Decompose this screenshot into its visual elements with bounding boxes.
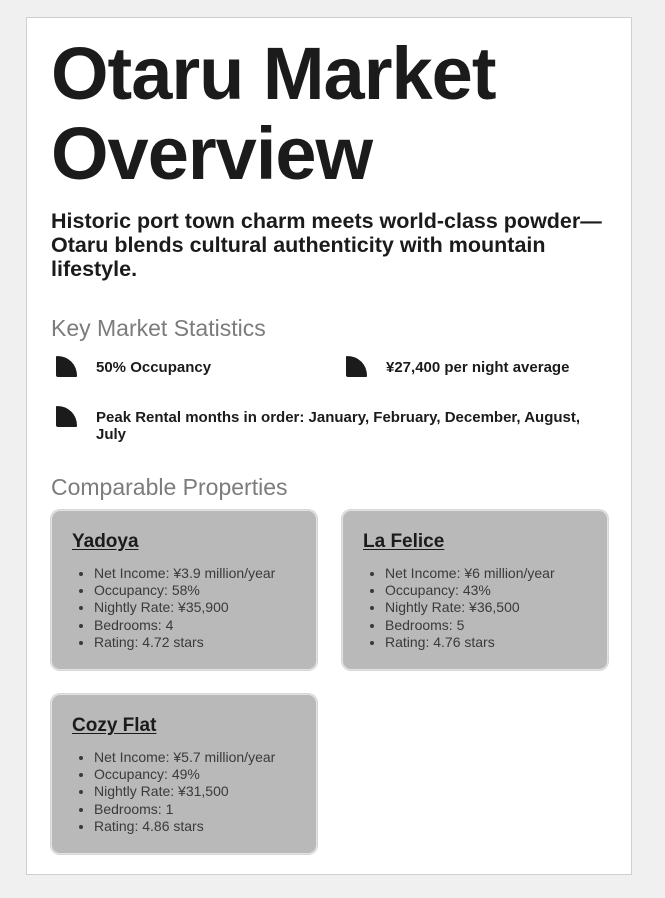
stat-nightly-average — [344, 354, 614, 379]
page-subtitle: Historic port town charm meets world-class powder—Otaru blends cultural authenticity with mountain lifestyle. — [51, 209, 602, 281]
property-name-link[interactable]: Cozy Flat — [72, 715, 157, 736]
detail-occupancy: • Occupancy: 58% — [94, 582, 275, 599]
detail-occupancy: • Occupancy: 43% — [385, 582, 555, 599]
detail-net-income: • Net Income: ¥3.9 million/year — [94, 565, 275, 582]
detail-rating: • Rating: 4.72 stars — [94, 634, 275, 651]
property-name-link[interactable]: La Felice — [363, 531, 445, 552]
detail-net-income: • Net Income: ¥6 million/year — [385, 565, 555, 582]
property-details-list — [363, 565, 555, 651]
detail-rating: • Rating: 4.86 stars — [94, 818, 275, 835]
property-name-link[interactable]: Yadoya — [72, 531, 139, 552]
stat-nightly-average-text: ¥27,400 per night average — [386, 359, 570, 376]
stat-occupancy-text: 50% Occupancy — [96, 359, 212, 376]
stat-peak-months — [54, 404, 614, 443]
key-stats-heading: Key Market Statistics — [51, 315, 266, 341]
detail-nightly-rate: • Nightly Rate: ¥31,500 — [94, 783, 275, 800]
detail-bedrooms: • Bedrooms: 5 — [385, 617, 555, 634]
document-page — [26, 17, 632, 875]
detail-bedrooms: • Bedrooms: 1 — [94, 801, 275, 818]
property-card-cozy-flat — [51, 694, 317, 854]
stat-peak-months-text: Peak Rental months in order: January, February, December, August, July — [96, 409, 581, 443]
quarter-circle-icon — [344, 354, 369, 379]
property-card-la-felice — [342, 510, 608, 670]
detail-net-income: • Net Income: ¥5.7 million/year — [94, 749, 275, 766]
property-card-yadoya — [51, 510, 317, 670]
quarter-circle-icon — [54, 354, 79, 379]
quarter-circle-icon — [54, 404, 79, 429]
property-details-list — [72, 565, 275, 651]
detail-nightly-rate: • Nightly Rate: ¥35,900 — [94, 599, 275, 616]
page-title: Otaru Market Overview — [51, 32, 496, 195]
detail-rating: • Rating: 4.76 stars — [385, 634, 555, 651]
detail-occupancy: • Occupancy: 49% — [94, 766, 275, 783]
comparables-heading: Comparable Properties — [51, 474, 288, 500]
stat-occupancy — [54, 354, 314, 379]
detail-bedrooms: • Bedrooms: 4 — [94, 617, 275, 634]
detail-nightly-rate: • Nightly Rate: ¥36,500 — [385, 599, 555, 616]
property-details-list — [72, 749, 275, 835]
